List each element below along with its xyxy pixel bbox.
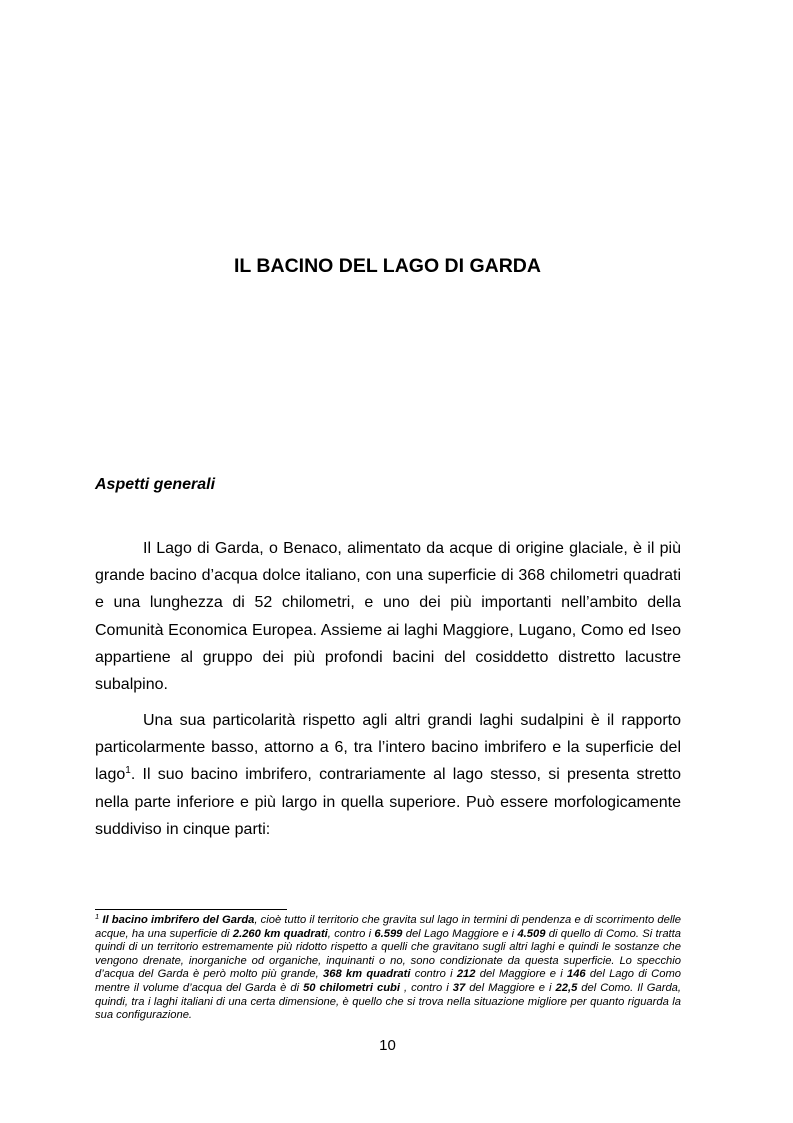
paragraph-catchment: [95, 707, 681, 843]
footnote-number: 1: [95, 912, 100, 921]
footnote-text: del Como. Il Garda, quindi, tra i laghi italiani di una certa dimensione, è quello che si trova nella situazione migliore per quanto riguarda la sua configurazione.: [95, 981, 682, 1022]
page-number: 10: [379, 1037, 396, 1054]
paragraph-intro: Il Lago di Garda, o Benaco, alimentato da acque di origine glaciale, è il più grande bacino d’acqua dolce italiano, con una superficie di 368 chilometri quadrati e una lunghezza di 52 chilometri, e uno dei più importanti nell’ambito della Comunità Economica Europea. Assieme ai laghi Maggiore, Lugano, Como ed Iseo appartiene al gruppo dei più profondi bacini del cosiddetto distretto lacustre subalpino.: [95, 540, 681, 694]
footnote-emphasis: Il bacino imbrifero del Garda: [102, 914, 255, 926]
footnote-text: del Maggiore e i: [475, 968, 567, 981]
footnote-text: del Lago Maggiore e i: [402, 927, 518, 940]
paragraph-text-after-ref: . Il suo bacino imbrifero, contrariamente al lago stesso, si presenta stretto nella parte inferiore e più largo in quella superiore. Può essere morfologicamente suddiviso in cinque parti:: [95, 766, 681, 838]
footnote-body: [95, 914, 681, 1021]
footnote-emphasis: 2.260 km quadrati: [232, 927, 328, 940]
footnote-text: del Lago di Como mentre il volume d’acqua del Garda è di: [95, 968, 682, 994]
paragraph-text-before-ref: Una sua particolarità rispetto agli altri grandi laghi sudalpini è il rapporto particolarmente basso, attorno a 6, tra l’intero bacino imbrifero e la superficie del lago: [95, 712, 681, 784]
footnote-emphasis: 6.599: [374, 927, 403, 940]
footnote-emphasis: 22,5: [555, 981, 578, 994]
footnote-emphasis: 212: [456, 968, 476, 981]
footnote-reference[interactable]: 1: [125, 765, 131, 777]
footnote-text: contro i: [410, 968, 457, 981]
footnote-text: di quello di Como. Si tratta quindi di un territorio estremamente più ridotto rispetto a quelli che gravitano sugli altri laghi e quindi le sostanze che vengono drenate, inorganiche od organiche, inquinanti o no, sono condizionate da questa superficie. Lo specchio d’acqua del Garda è però molto più grande,: [95, 927, 681, 981]
section-heading: Aspetti generali: [95, 476, 216, 493]
footnote-text: , contro i: [400, 981, 453, 994]
footnote: [95, 914, 681, 1023]
chapter-title: IL BACINO DEL LAGO DI GARDA: [234, 255, 541, 277]
footnote-emphasis: 50 chilometri cubi: [303, 981, 400, 994]
footnote-text: , cioè tutto il territorio che gravita sul lago in termini di pendenza e di scorrimento delle acque, ha una superficie di: [95, 914, 682, 940]
footnote-emphasis: 146: [566, 968, 586, 981]
footnote-emphasis: 37: [452, 981, 466, 994]
footnote-emphasis: 368 km quadrati: [323, 968, 411, 981]
footnote-text: del Maggiore e i: [465, 981, 556, 994]
footnote-text: , contro i: [327, 927, 375, 940]
footnote-emphasis: 4.509: [517, 927, 546, 940]
footnote-separator: [95, 909, 287, 910]
